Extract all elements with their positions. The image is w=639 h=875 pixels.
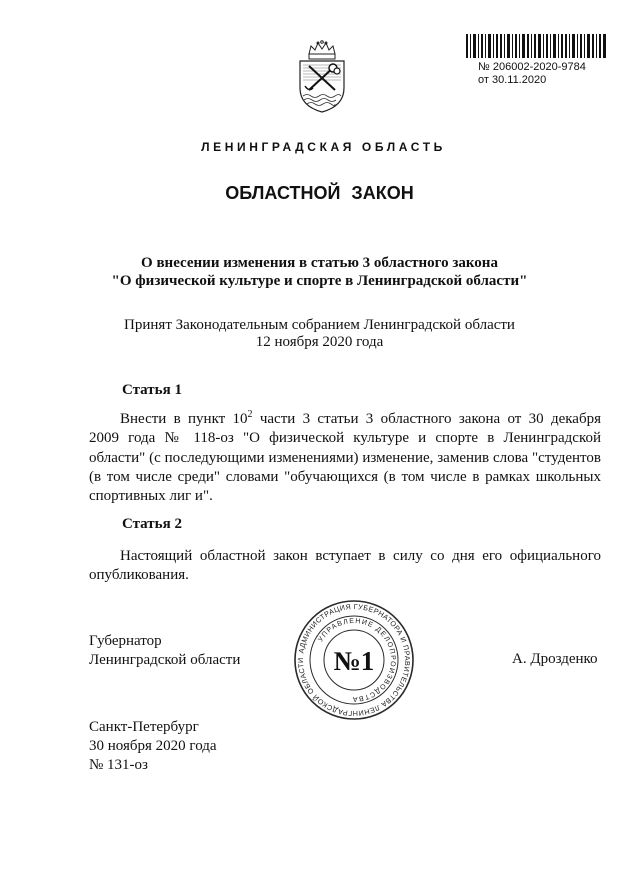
document-type: ОБЛАСТНОЙ ЗАКОН — [225, 183, 414, 203]
adoption-date: 12 ноября 2020 года — [255, 334, 384, 350]
article-1-line-4: (в том числе среди" словами "обучающихся (в том числе в рамках школьных — [89, 468, 601, 485]
seal-center-number: №1 — [333, 646, 375, 676]
region-name: ЛЕНИНГРАДСКАЯ ОБЛАСТЬ — [201, 140, 446, 154]
article-2-text — [89, 547, 601, 586]
article-2-line-2: опубликования. — [89, 567, 189, 584]
registration-date: от 30.11.2020 — [478, 74, 547, 86]
article-1-line-2: 2009 года № 118-оз "О физической культуре и спорте в Ленинградской — [89, 430, 601, 447]
signing-place: Санкт-Петербург — [89, 719, 199, 735]
article-1-line-3: области" (с последующими изменениями) изменение, заменив слова "студентов — [89, 449, 601, 466]
signatory-position: Губернатор — [89, 633, 162, 649]
signatory-name: А. Дрозденко — [512, 651, 598, 667]
signatory-position-region: Ленинградской области — [89, 652, 241, 668]
article-1-line-1: Внести в пункт $10^2$ части 3 статьи 3 областного закона от 30 декабря — [120, 409, 601, 427]
law-number: № 131-оз — [89, 757, 148, 773]
coat-of-arms-icon — [291, 40, 353, 114]
article-1-line-5: спортивных лиг и". — [89, 488, 213, 505]
barcode-icon — [466, 34, 606, 58]
article-1-text — [89, 410, 601, 506]
law-title-line-2: "О физической культуре и спорте в Ленинградской области" — [111, 273, 528, 289]
official-seal-stamp — [293, 599, 415, 721]
article-2-line-1: Настоящий областной закон вступает в силу со дня его официального — [120, 548, 601, 564]
signing-date: 30 ноября 2020 года — [89, 738, 217, 754]
article-1-heading: Статья 1 — [122, 382, 182, 398]
law-title-line-1: О внесении изменения в статью 3 областного закона — [141, 255, 498, 271]
article-2-heading: Статья 2 — [122, 516, 182, 532]
registration-number: № 206002-2020-9784 — [478, 61, 586, 73]
adoption-statement: Принят Законодательным собранием Ленинградской области — [124, 317, 515, 333]
seal-outer-text: АДМИНИСТРАЦИЯ ГУБЕРНАТОРА И ПРАВИТЕЛЬСТВА ЛЕНИНГРАДСКОЙ ОБЛАСТИ — [295, 601, 413, 719]
seal-inner-text: УПРАВЛЕНИЕ ДЕЛОПРОИЗВОДСТВА — [317, 617, 397, 703]
